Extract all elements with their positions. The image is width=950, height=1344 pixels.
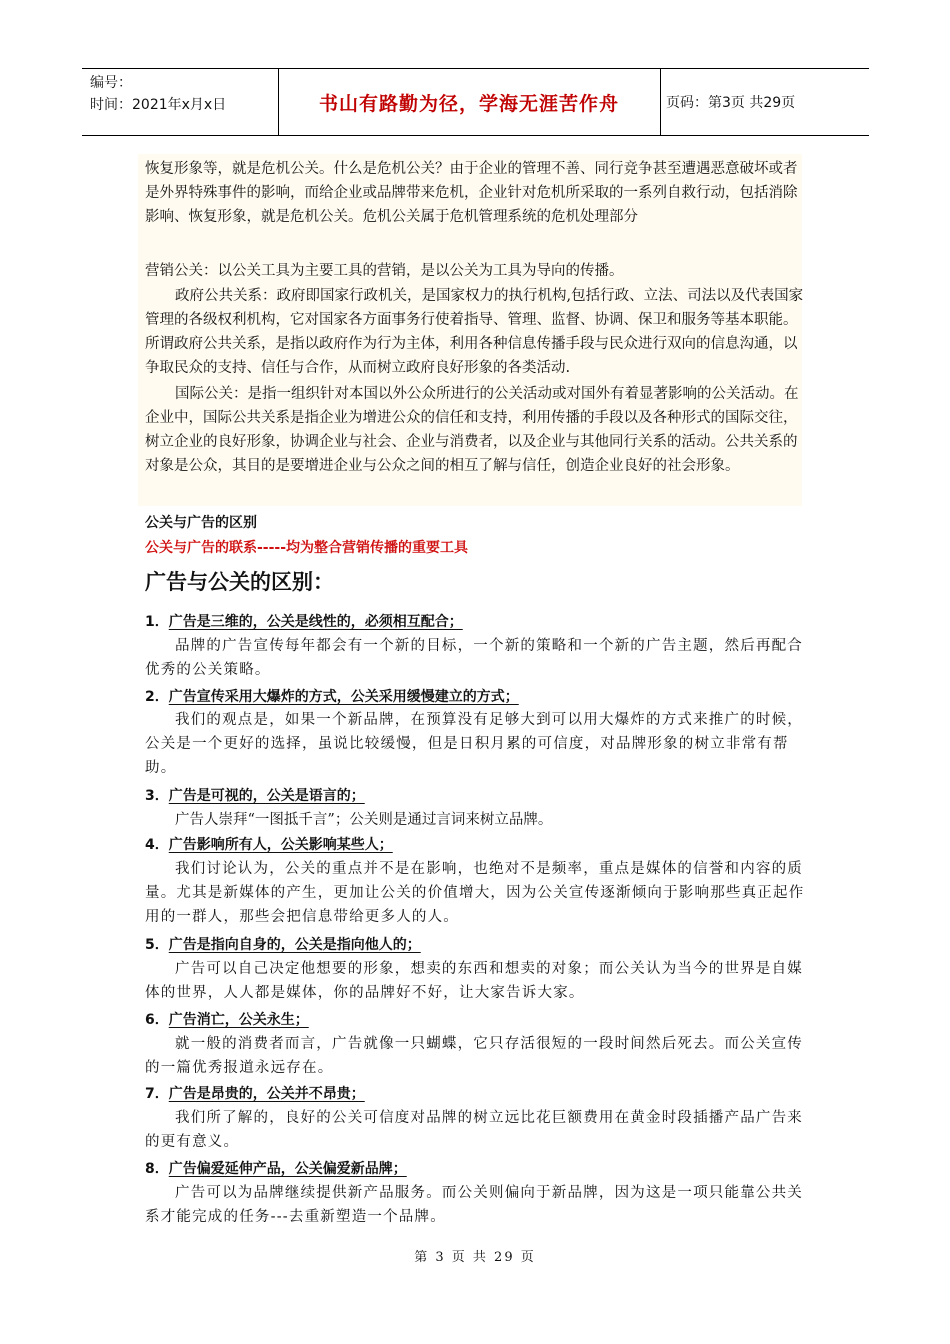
point-number: 2． (145, 689, 169, 705)
point-title: 广告是三维的，公关是线性的，必须相互配合； (168, 614, 463, 630)
point-heading (145, 1009, 309, 1029)
point-heading (145, 611, 463, 631)
point-number: 7． (145, 1086, 169, 1102)
point-title: 广告是可视的，公关是语言的； (168, 788, 365, 804)
point-title: 广告偏爱延伸产品，公关偏爱新品牌； (168, 1161, 407, 1177)
header-number-label: 编号： (90, 75, 132, 91)
point-body: 我们讨论认为，公关的重点并不是在影响，也绝对不是频率，重点是媒体的信誉和内容的质量。尤其是新媒体的产生，更加让公关的价值增大，因为公关宣传逐渐倾向于影响那些真正起作用的一群人，那些会把信息带给更多人的人。 (145, 861, 805, 925)
point-heading (145, 834, 393, 854)
point-body: 广告人崇拜“一图抵千言”；公关则是通过言词来树立品牌。 (175, 812, 553, 828)
relation-line: 公关与广告的联系-----均为整合营销传播的重要工具 (145, 540, 469, 556)
point-heading (145, 934, 421, 954)
differences-heading: 广告与公关的区别： (145, 570, 334, 594)
point-heading (145, 686, 519, 706)
point-body: 我们的观点是，如果一个新品牌，在预算没有足够大到可以用大爆炸的方式来推广的时候，公关是一个更好的选择，虽说比较缓慢，但是日积月累的可信度，对品牌形象的树立非常有帮助。 (145, 712, 803, 776)
point-number: 4． (145, 837, 169, 853)
section-title: 公关与广告的区别 (145, 515, 257, 531)
point-body: 品牌的广告宣传每年都会有一个新的目标，一个新的策略和一个新的广告主题，然后再配合优秀的公关策略。 (145, 638, 803, 678)
point-body: 就一般的消费者而言，广告就像一只蝴蝶，它只存活很短的一段时间然后死去。而公关宣传的一篇优秀报道永远存在。 (145, 1036, 803, 1076)
point-title: 广告消亡，公关永生； (168, 1012, 309, 1028)
header-divider-right (660, 68, 661, 136)
header-time-label: 时间：2021年x月x日 (90, 97, 227, 113)
header-page-label: 页码：第3页 共29页 (666, 95, 796, 111)
point-body: 广告可以为品牌继续提供新产品服务。而公关则偏向于新品牌，因为这是一项只能靠公共关系才能完成的任务---去重新塑造一个品牌。 (145, 1185, 803, 1225)
point-title: 广告影响所有人，公关影响某些人； (168, 837, 393, 853)
point-title: 广告是指向自身的，公关是指向他人的； (168, 937, 421, 953)
point-number: 1． (145, 614, 169, 630)
header-meta (90, 72, 226, 116)
point-heading (145, 785, 365, 805)
intro-paragraph-international-pr: 国际公关：是指一组织针对本国以外公众所进行的公关活动或对国外有着显著影响的公关活动。在企业中，国际公共关系是指企业为增进公众的信任和支持，利用传播的手段以及各种形式的国际交往，树立企业的良好形象，协调企业与社会、企业与消费者，以及企业与其他同行关系的活动。公共关系的对象是公众，其目的是要增进企业与公众之间的相互了解与信任，创造企业良好的社会形象。 (145, 386, 799, 474)
header-motto: 书山有路勤为径，学海无涯苦作舟 (318, 92, 619, 115)
point-number: 3． (145, 788, 169, 804)
intro-paragraph-marketing-pr: 营销公关：以公关工具为主要工具的营销，是以公关为工具为导向的传播。 (145, 263, 624, 279)
point-body: 广告可以自己决定他想要的形象，想卖的东西和想卖的对象；而公关认为当今的世界是自媒体的世界，人人都是媒体，你的品牌好不好，让大家告诉大家。 (145, 961, 803, 1001)
point-title: 广告宣传采用大爆炸的方式，公关采用缓慢建立的方式； (168, 689, 519, 705)
page-footer: 第 3 页 共 29 页 (414, 1250, 536, 1265)
page-header (82, 68, 869, 136)
point-number: 6． (145, 1012, 169, 1028)
point-heading (145, 1083, 365, 1103)
point-number: 5． (145, 937, 169, 953)
point-body: 我们所了解的，良好的公关可信度对品牌的树立远比花巨额费用在黄金时段插播产品广告来的更有意义。 (145, 1110, 803, 1150)
intro-paragraph-crisis-pr: 恢复形象等，就是危机公关。什么是危机公关？由于企业的管理不善、同行竞争甚至遭遇恶意破坏或者是外界特殊事件的影响，而给企业或品牌带来危机，企业针对危机所采取的一系列自救行动，包括消除影响、恢复形象，就是危机公关。危机公关属于危机管理系统的危机处理部分 (145, 161, 798, 225)
point-number: 8． (145, 1161, 169, 1177)
intro-paragraph-government-pr: 政府公共关系：政府即国家行政机关，是国家权力的执行机构,包括行政、立法、司法以及代表国家管理的各级权利机构，它对国家各方面事务行使着指导、管理、监督、协调、保卫和服务等基本职能。所谓政府公共关系，是指以政府作为行为主体，利用各种信息传播手段与民众进行双向的信息沟通，以争取民众的支持、信任与合作，从而树立政府良好形象的各类活动. (145, 288, 804, 376)
point-title: 广告是昂贵的，公关并不昂贵； (168, 1086, 365, 1102)
point-heading (145, 1158, 407, 1178)
